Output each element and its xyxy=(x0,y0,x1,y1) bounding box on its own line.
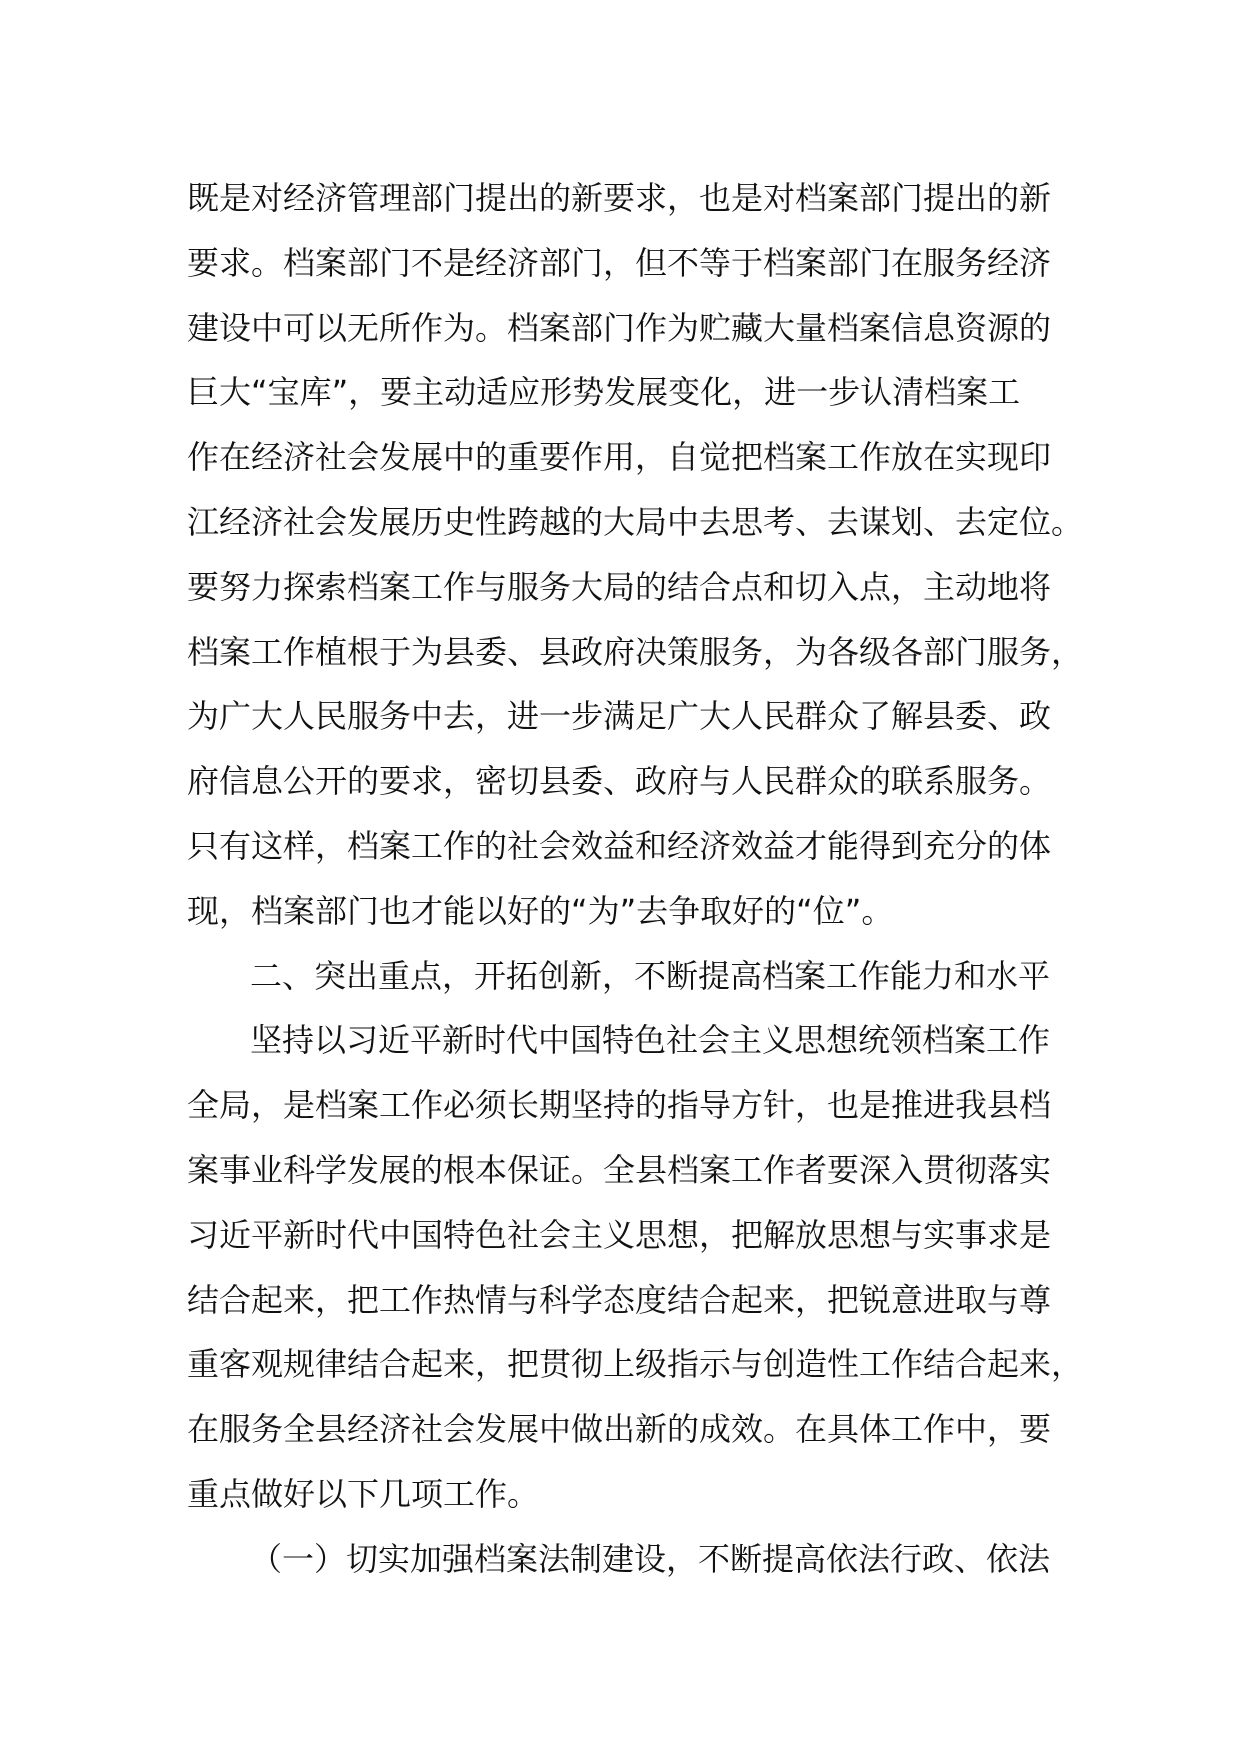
text-line: 要努力探索档案工作与服务大局的结合点和切入点，主动地将 xyxy=(187,567,1052,606)
text-line: 案事业科学发展的根本保证。全县档案工作者要深入贯彻落实 xyxy=(187,1150,1052,1189)
text-line: 习近平新时代中国特色社会主义思想，把解放思想与实事求是 xyxy=(187,1215,1052,1254)
text-line: 结合起来，把工作热情与科学态度结合起来，把锐意进取与尊 xyxy=(187,1280,1052,1319)
text-line: 建设中可以无所作为。档案部门作为贮藏大量档案信息资源的 xyxy=(187,308,1052,347)
text-line: 档案工作植根于为县委、县政府决策服务，为各级各部门服务， xyxy=(187,632,1084,671)
text-line: 重客观规律结合起来，把贯彻上级指示与创造性工作结合起来， xyxy=(187,1345,1084,1384)
body-text xyxy=(187,166,1087,1592)
text-line: 要求。档案部门不是经济部门，但不等于档案部门在服务经济 xyxy=(187,243,1052,282)
text-line: 坚持以习近平新时代中国特色社会主义思想统领档案工作 xyxy=(250,1021,1051,1060)
text-line: 既是对经济管理部门提出的新要求，也是对档案部门提出的新 xyxy=(187,179,1052,217)
text-line: 作在经济社会发展中的重要作用，自觉把档案工作放在实现印 xyxy=(187,438,1052,477)
subsection-heading: （一）切实加强档案法制建设，不断提高依法行政、依法 xyxy=(250,1539,1051,1578)
text-line: 全局，是档案工作必须长期坚持的指导方针，也是推进我县档 xyxy=(187,1086,1052,1125)
text-line: 巨大“宝库”，要主动适应形势发展变化，进一步认清档案工 xyxy=(187,373,1021,412)
text-line: 只有这样，档案工作的社会效益和经济效益才能得到充分的体 xyxy=(187,826,1052,865)
text-line: 现，档案部门也才能以好的“为”去争取好的“位”。 xyxy=(187,891,894,930)
text-line: 府信息公开的要求，密切县委、政府与人民群众的联系服务。 xyxy=(187,762,1052,801)
text-line: 为广大人民服务中去，进一步满足广大人民群众了解县委、政 xyxy=(187,697,1052,736)
text-line: 重点做好以下几项工作。 xyxy=(187,1474,540,1513)
text-line: 在服务全县经济社会发展中做出新的成效。在具体工作中，要 xyxy=(187,1410,1052,1449)
text-line: 江经济社会发展历史性跨越的大局中去思考、去谋划、去定位。 xyxy=(187,502,1084,541)
section-heading: 二、突出重点，开拓创新，不断提高档案工作能力和水平 xyxy=(250,956,1051,995)
